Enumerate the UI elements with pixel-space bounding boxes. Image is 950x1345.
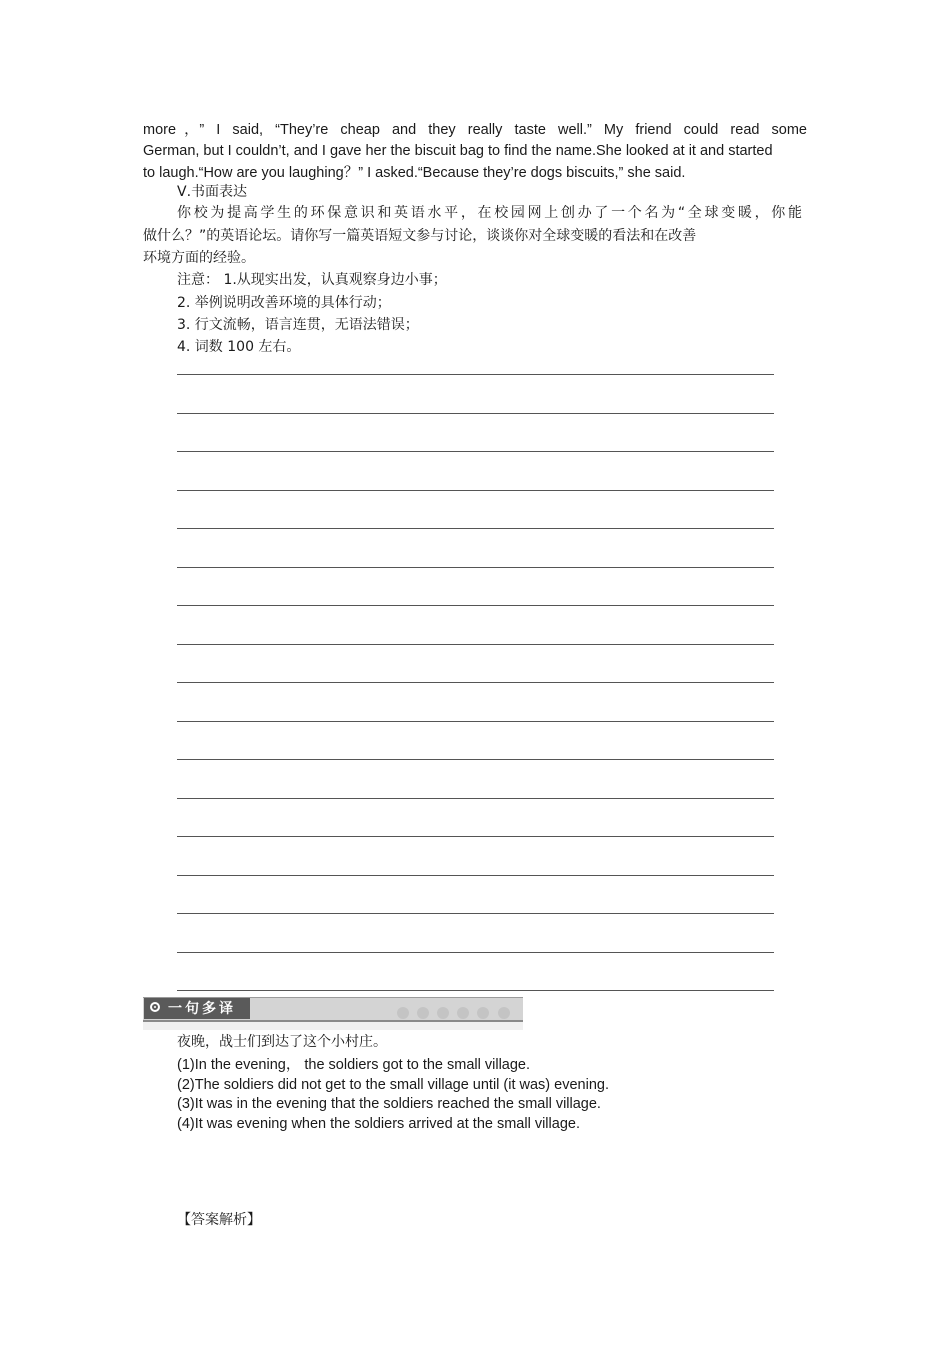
answer-line[interactable] xyxy=(177,952,774,953)
dot-icon xyxy=(457,1007,469,1019)
target-circle-icon xyxy=(150,1002,160,1012)
banner-title: 一句多译 xyxy=(168,1000,236,1016)
translation-item: (1)In the evening， the soldiers got to the small village. xyxy=(177,1057,531,1073)
answer-line[interactable] xyxy=(177,836,774,837)
dot-icon xyxy=(477,1007,489,1019)
dot-icon xyxy=(437,1007,449,1019)
answer-line[interactable] xyxy=(177,721,774,722)
translation-item: (2)The soldiers did not get to the small village until (it was) evening. xyxy=(177,1077,609,1093)
answer-analysis-label: 【答案解析】 xyxy=(177,1212,261,1228)
answer-line[interactable] xyxy=(177,605,774,606)
note-item: 注意： 1.从现实出发，认真观察身边小事； xyxy=(177,272,447,288)
dot-icon xyxy=(397,1007,409,1019)
translation-item: (3)It was in the evening that the soldiers reached the small village. xyxy=(177,1096,601,1112)
prompt-line-3: 环境方面的经验。 xyxy=(143,250,255,266)
answer-line[interactable] xyxy=(177,644,774,645)
answer-line[interactable] xyxy=(177,413,774,414)
answer-line[interactable] xyxy=(177,567,774,568)
passage-line-2: German, but I couldn’t, and I gave her the biscuit bag to find the name.She looked at it and started xyxy=(143,143,773,159)
banner-shadow xyxy=(143,1022,523,1030)
banner-tab xyxy=(144,998,250,1019)
answer-line[interactable] xyxy=(177,798,774,799)
note-item: 2. 举例说明改善环境的具体行动； xyxy=(177,295,391,311)
answer-line[interactable] xyxy=(177,875,774,876)
answer-line[interactable] xyxy=(177,374,774,375)
answer-line[interactable] xyxy=(177,759,774,760)
answer-line[interactable] xyxy=(177,490,774,491)
answer-line[interactable] xyxy=(177,451,774,452)
note-item: 3. 行文流畅，语言连贯，无语法错误； xyxy=(177,317,419,333)
dot-icon xyxy=(417,1007,429,1019)
section-heading: Ⅴ.书面表达 xyxy=(177,184,248,200)
passage-line-1: more，” I said, “They’re cheap and they really taste well.” My friend could read some xyxy=(143,122,807,138)
prompt-line-2: 做什么？”的英语论坛。请你写一篇英语短文参与讨论，谈谈你对全球变暖的看法和在改善 xyxy=(143,228,697,244)
answer-line[interactable] xyxy=(177,528,774,529)
passage-line-3: to laugh.“How are you laughing？” I asked.“Because they’re dogs biscuits,” she said. xyxy=(143,165,686,181)
dot-icon xyxy=(498,1007,510,1019)
answer-line[interactable] xyxy=(177,990,774,991)
prompt-line-1: 你校为提高学生的环保意识和英语水平，在校园网上创办了一个名为“全球变暖，你能 xyxy=(177,205,802,221)
answer-line[interactable] xyxy=(177,913,774,914)
translation-source: 夜晚，战士们到达了这个小村庄。 xyxy=(177,1034,387,1050)
section-banner xyxy=(143,994,523,1030)
answer-line[interactable] xyxy=(177,682,774,683)
translation-item: (4)It was evening when the soldiers arrived at the small village. xyxy=(177,1116,580,1132)
note-item: 4. 词数 100 左右。 xyxy=(177,339,301,355)
